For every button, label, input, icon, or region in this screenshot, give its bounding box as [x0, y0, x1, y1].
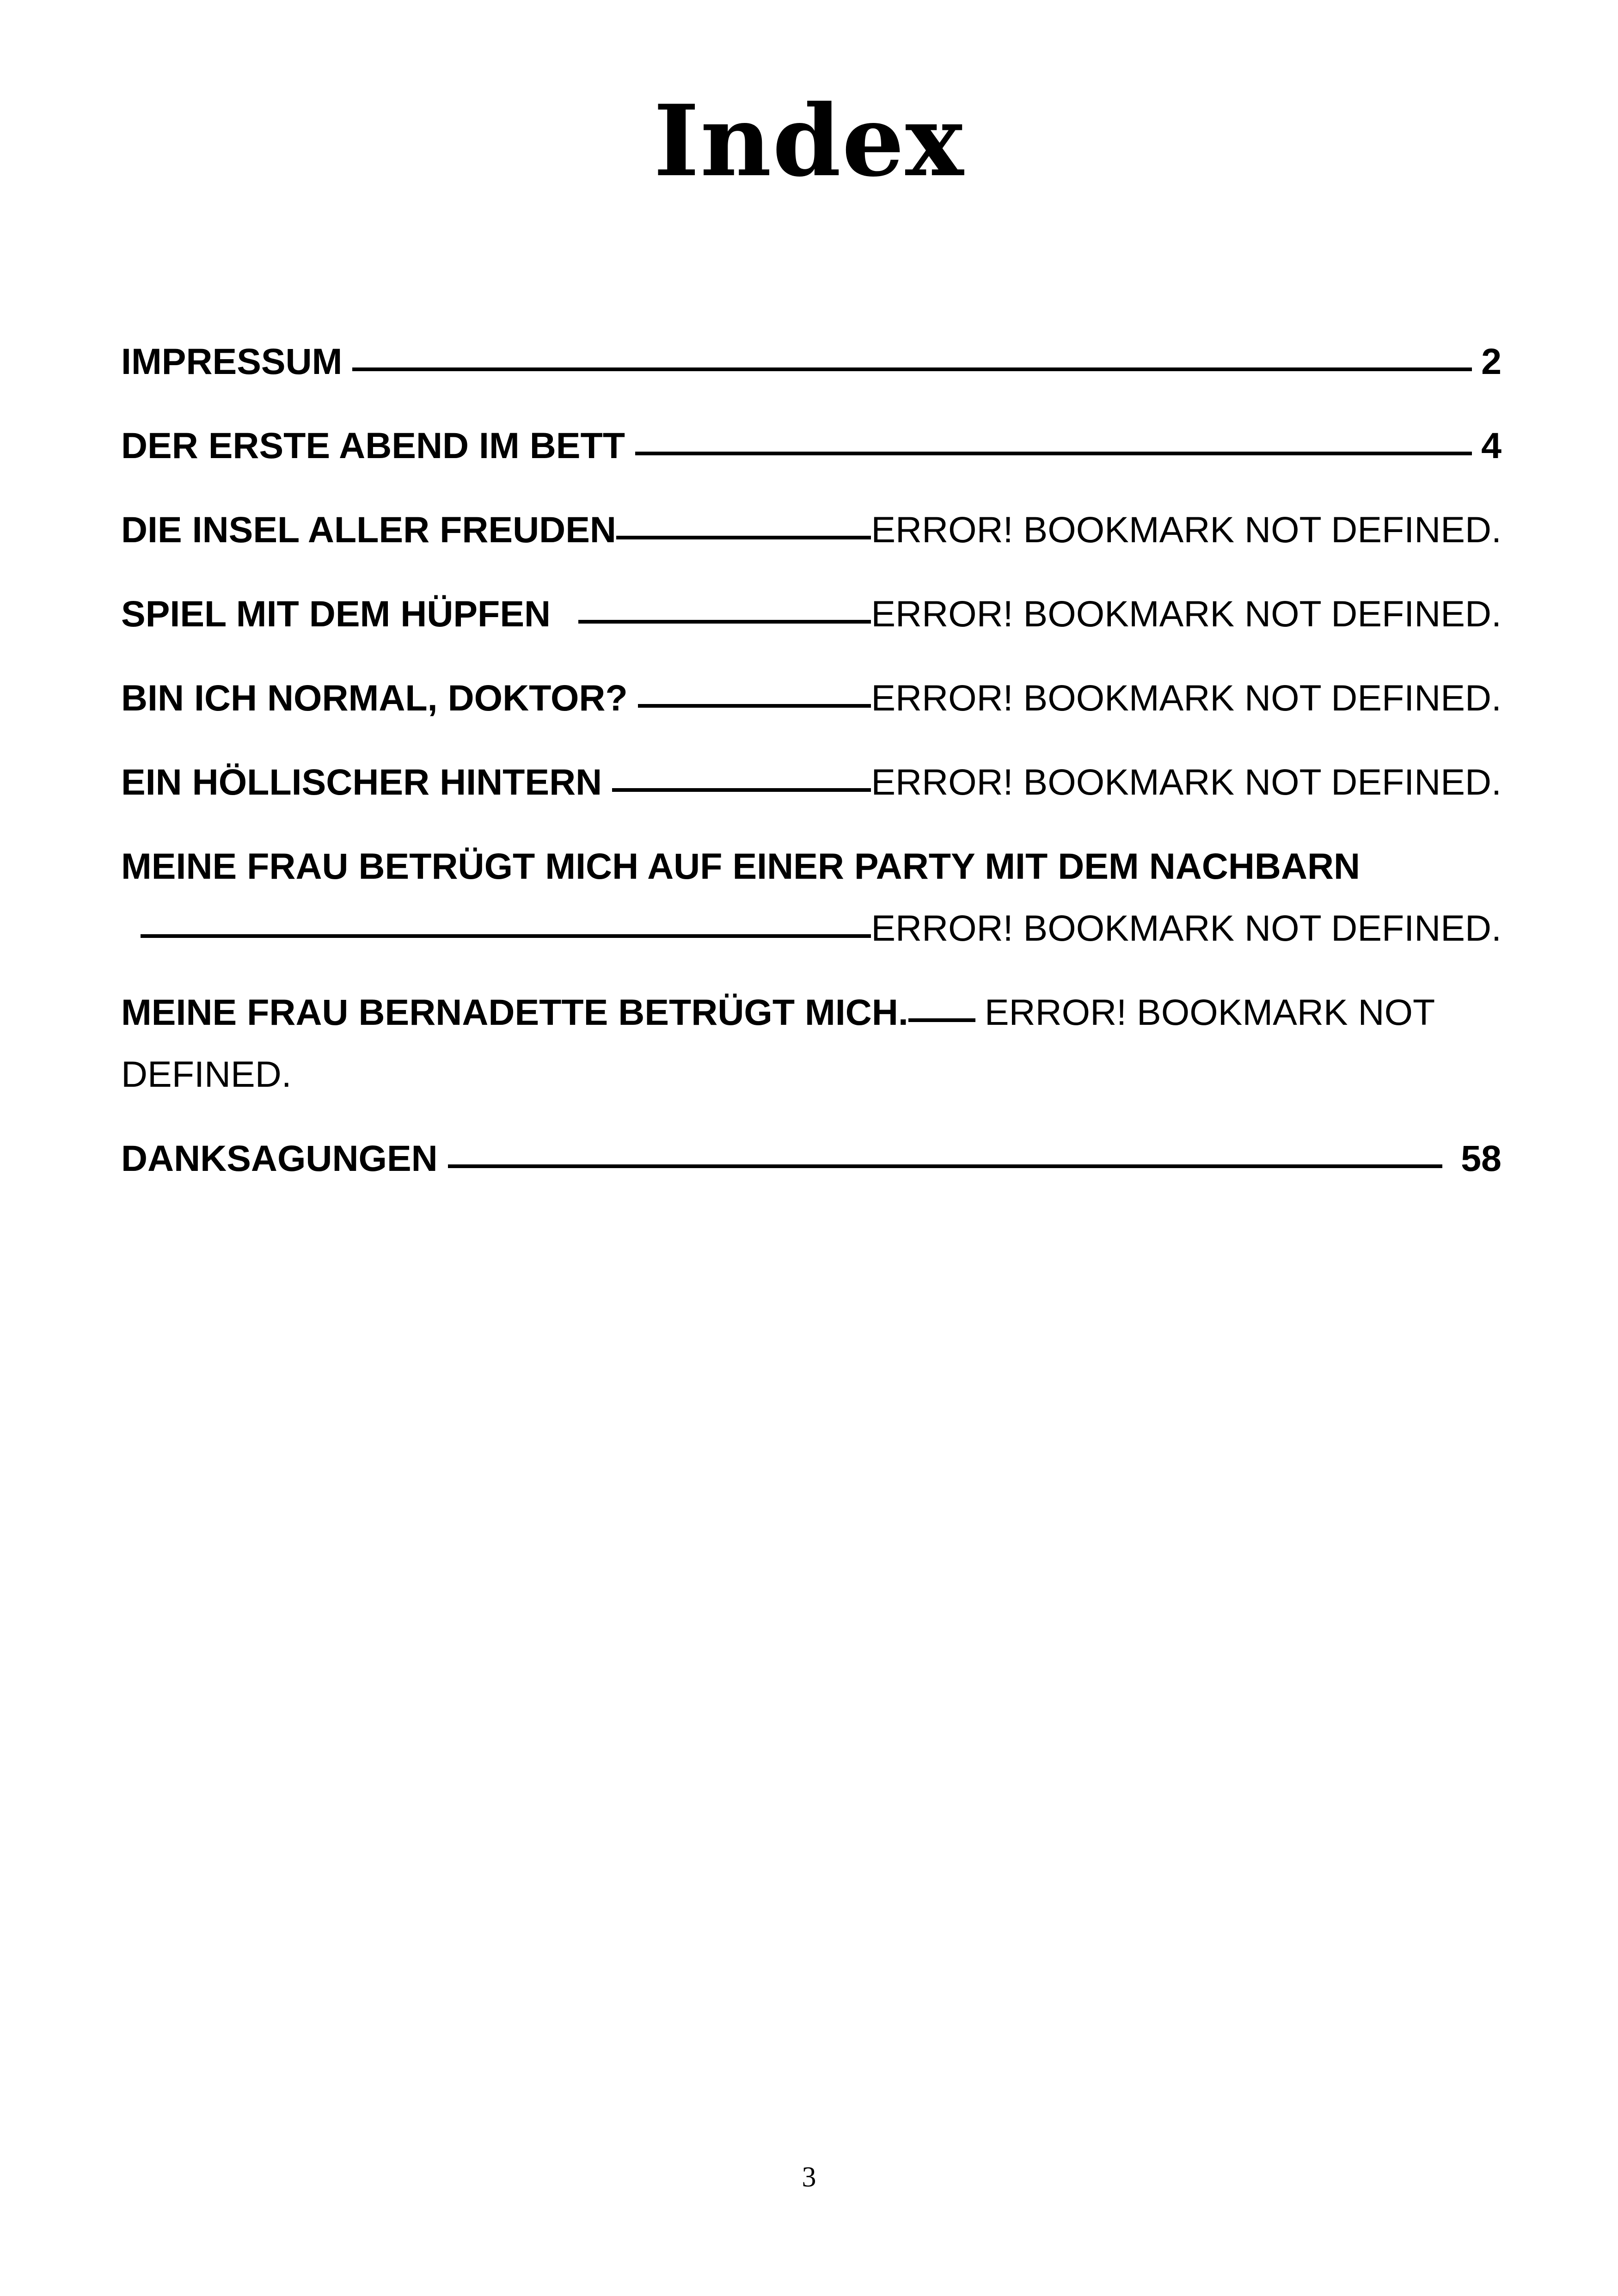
- toc-entry-error: ERROR! BOOKMARK NOT DEFINED.: [871, 677, 1502, 718]
- toc-entry-impressum[interactable]: [121, 331, 1502, 392]
- toc-leader: [578, 620, 871, 624]
- toc-entry-title: DANKSAGUNGEN: [121, 1138, 438, 1179]
- toc-leader: [448, 1164, 1442, 1168]
- toc-leader: [352, 367, 1472, 371]
- toc-entry-page: 2: [1481, 341, 1502, 382]
- toc-leader: [638, 704, 871, 708]
- toc-entry-title: MEINE FRAU BERNADETTE BETRÜGT MICH.: [121, 992, 908, 1033]
- toc-entry-title: SPIEL MIT DEM HÜPFEN: [121, 593, 551, 634]
- toc-leader: [635, 452, 1472, 455]
- toc-entry-title: MEINE FRAU BETRÜGT MICH AUF EINER PARTY MIT DEM NACHBARN: [121, 845, 1361, 887]
- toc-entry-title: IMPRESSUM: [121, 341, 343, 382]
- toc-entry-error: ERROR! BOOKMARK NOT DEFINED.: [871, 761, 1502, 802]
- toc-entry-error: ERROR! BOOKMARK NOT DEFINED.: [871, 593, 1502, 634]
- toc-entry-ein-hoellischer-hintern[interactable]: [121, 751, 1502, 813]
- toc-entry-die-insel[interactable]: [121, 499, 1502, 561]
- toc-leader: [616, 536, 871, 539]
- toc-entry-error-continued: DEFINED.: [121, 1053, 292, 1095]
- toc-leader: [141, 934, 871, 938]
- toc-entry-spiel-mit-dem-huepfen[interactable]: [121, 583, 1502, 645]
- toc-entry-der-erste-abend[interactable]: [121, 415, 1502, 477]
- page-number: 3: [802, 2161, 816, 2193]
- toc-entry-page: 4: [1481, 425, 1502, 466]
- toc-entry-title: EIN HÖLLISCHER HINTERN: [121, 761, 602, 802]
- page-title: Index: [653, 83, 965, 198]
- toc-entry-error: ERROR! BOOKMARK NOT DEFINED.: [871, 907, 1502, 949]
- toc-entry-danksagungen[interactable]: [121, 1127, 1502, 1189]
- toc-entry-bin-ich-normal[interactable]: [121, 667, 1502, 729]
- toc-entry-title: DIE INSEL ALLER FREUDEN: [121, 509, 616, 550]
- toc-entry-meine-frau-bernadette[interactable]: [121, 981, 1502, 1105]
- toc-entry-meine-frau-party[interactable]: [121, 835, 1502, 959]
- toc-entry-page: 58: [1461, 1138, 1502, 1179]
- toc-entry-title: DER ERSTE ABEND IM BETT: [121, 425, 625, 466]
- toc-entry-error: ERROR! BOOKMARK NOT DEFINED.: [871, 509, 1502, 550]
- table-of-contents: [121, 331, 1502, 1212]
- toc-leader: [908, 1018, 975, 1022]
- toc-entry-error: ERROR! BOOKMARK NOT: [984, 992, 1435, 1033]
- toc-leader: [612, 788, 871, 792]
- toc-entry-title: BIN ICH NORMAL, DOKTOR?: [121, 677, 628, 718]
